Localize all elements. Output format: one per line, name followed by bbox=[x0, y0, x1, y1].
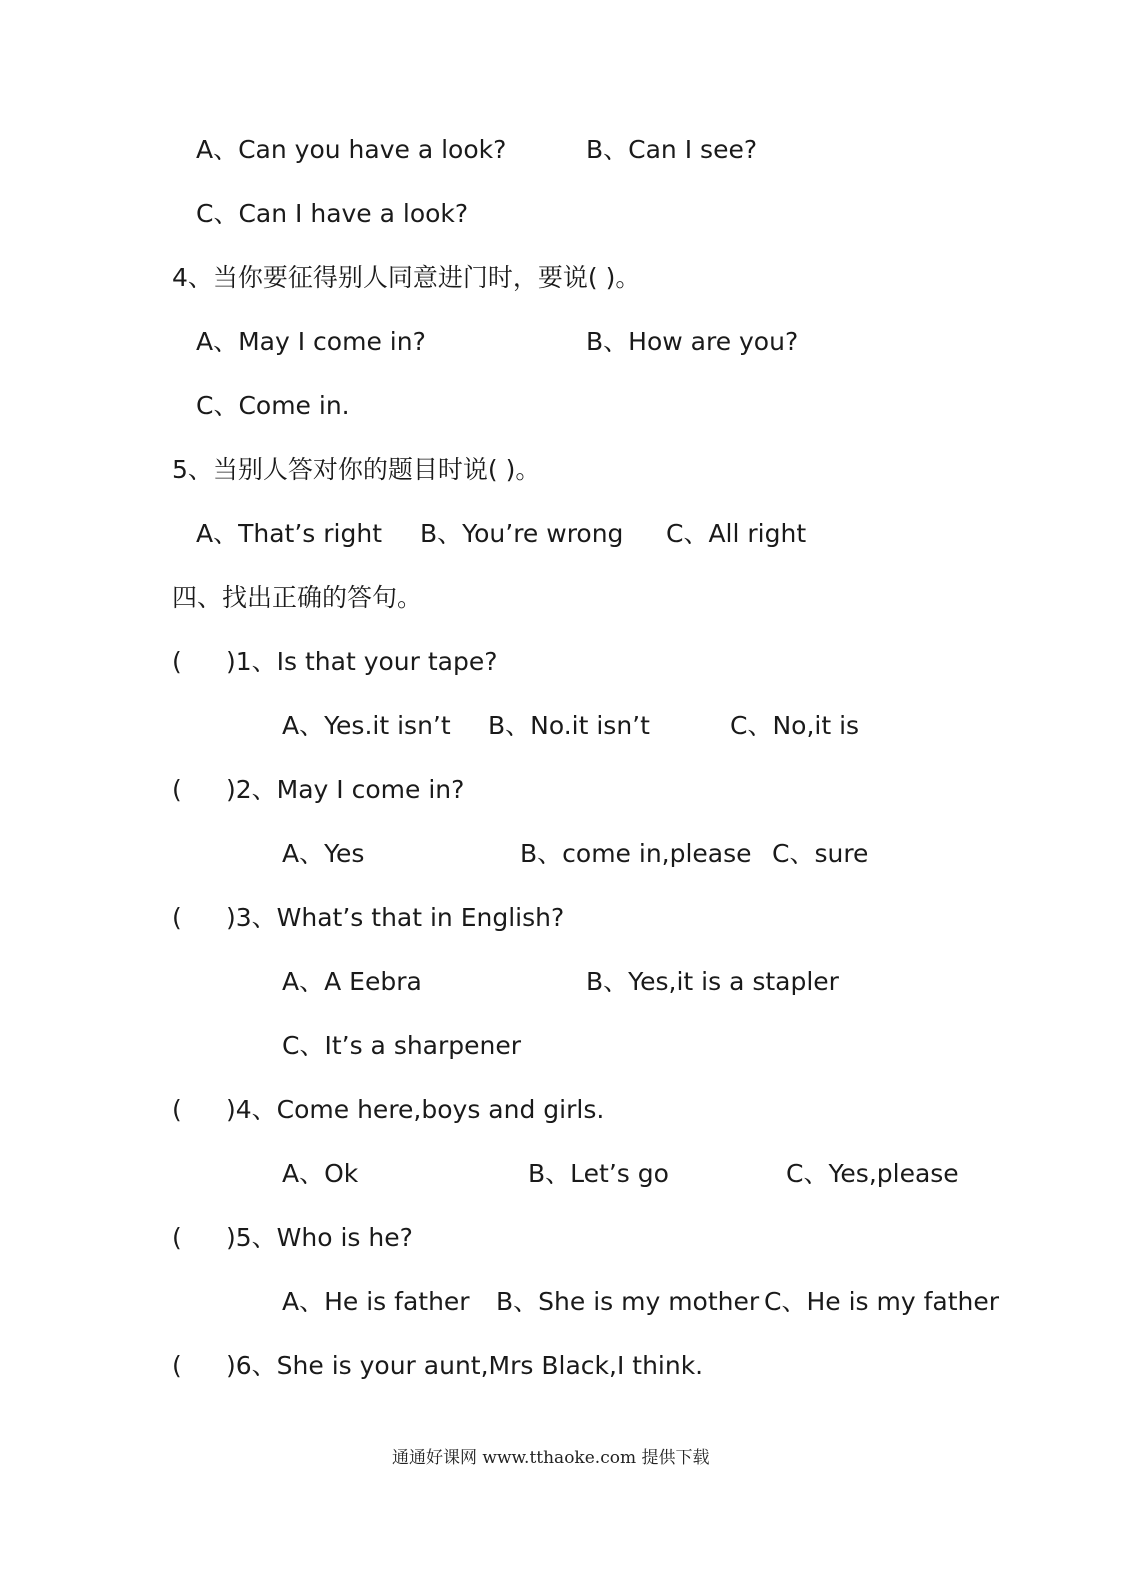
page-footer: 通通好课网 www.tthaoke.com 提供下载 bbox=[392, 1448, 710, 1468]
item-5-option-a: A、He is father bbox=[282, 1287, 470, 1316]
q3-option-b: B、Can I see? bbox=[586, 135, 758, 164]
item-5-option-b: B、She is my mother bbox=[496, 1287, 760, 1316]
q4-option-a: A、May I come in? bbox=[196, 327, 426, 356]
item-5-option-c: C、He is my father bbox=[764, 1287, 1000, 1316]
q3-option-c: C、Can I have a look? bbox=[196, 199, 469, 228]
answer-bracket: ( bbox=[172, 903, 182, 932]
q5-stem: 5、当别人答对你的题目时说( )。 bbox=[172, 455, 541, 484]
q5-option-b: B、You’re wrong bbox=[420, 519, 624, 548]
item-2-option-a: A、Yes bbox=[282, 839, 365, 868]
section-title: 四、找出正确的答句。 bbox=[172, 583, 423, 612]
q4-option-c: C、Come in. bbox=[196, 391, 350, 420]
item-2-option-c: C、sure bbox=[772, 839, 869, 868]
q4-stem: 4、当你要征得别人同意进门时，要说( )。 bbox=[172, 263, 641, 292]
item-6-stem: )6、She is your aunt,Mrs Black,I think. bbox=[226, 1351, 704, 1380]
item-5-stem: )5、Who is he? bbox=[226, 1223, 413, 1252]
item-1-option-a: A、Yes.it isn’t bbox=[282, 711, 451, 740]
answer-bracket: ( bbox=[172, 1351, 182, 1380]
item-3-option-a: A、A Eebra bbox=[282, 967, 422, 996]
item-4-stem: )4、Come here,boys and girls. bbox=[226, 1095, 605, 1124]
item-4-option-b: B、Let’s go bbox=[528, 1159, 669, 1188]
item-4-option-c: C、Yes,please bbox=[786, 1159, 959, 1188]
answer-bracket: ( bbox=[172, 647, 182, 676]
answer-bracket: ( bbox=[172, 775, 182, 804]
item-3-option-b: B、Yes,it is a stapler bbox=[586, 967, 839, 996]
q5-option-a: A、That’s right bbox=[196, 519, 382, 548]
answer-bracket: ( bbox=[172, 1223, 182, 1252]
q3-option-a: A、Can you have a look? bbox=[196, 135, 507, 164]
item-1-option-c: C、No,it is bbox=[730, 711, 860, 740]
q5-option-c: C、All right bbox=[666, 519, 807, 548]
q4-option-b: B、How are you? bbox=[586, 327, 799, 356]
answer-bracket: ( bbox=[172, 1095, 182, 1124]
item-4-option-a: A、Ok bbox=[282, 1159, 359, 1188]
item-1-stem: )1、Is that your tape? bbox=[226, 647, 498, 676]
item-2-stem: )2、May I come in? bbox=[226, 775, 465, 804]
item-1-option-b: B、No.it isn’t bbox=[488, 711, 650, 740]
item-2-option-b: B、come in,please bbox=[520, 839, 752, 868]
item-3-stem: )3、What’s that in English? bbox=[226, 903, 565, 932]
item-3-option-c: C、It’s a sharpener bbox=[282, 1031, 522, 1060]
